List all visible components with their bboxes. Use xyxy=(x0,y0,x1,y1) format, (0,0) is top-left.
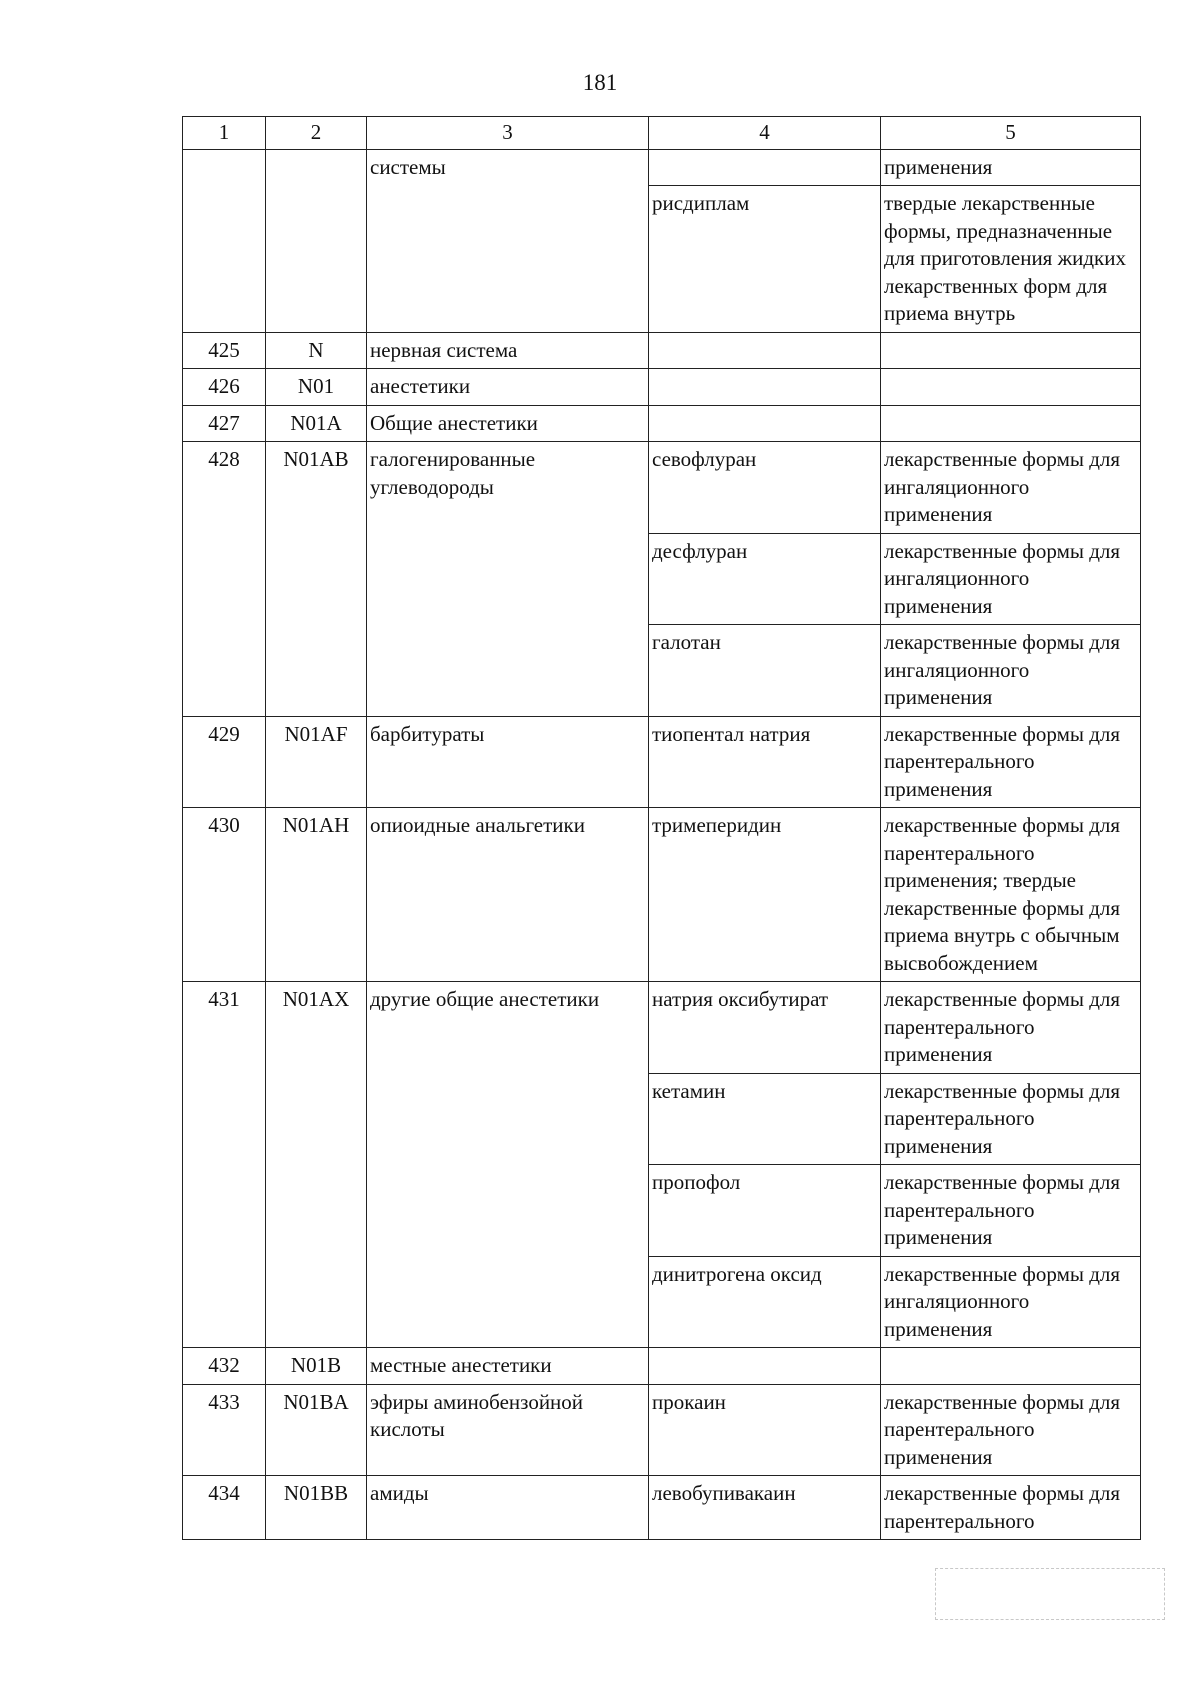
drug-name-cell: галотан xyxy=(649,625,881,717)
drug-name-cell: кетамин xyxy=(649,1073,881,1165)
drug-name-cell: прокаин xyxy=(649,1384,881,1476)
dosage-form-cell: лекарственные формы для ингаляционного применения xyxy=(881,442,1141,534)
table-row xyxy=(183,1476,1141,1540)
dosage-form-cell: применения xyxy=(881,149,1141,186)
row-number-cell: 428 xyxy=(183,442,266,717)
dosage-form-cell: лекарственные формы для парентерального применения xyxy=(881,1165,1141,1257)
atc-code-cell: N01AX xyxy=(266,982,367,1348)
dosage-form-cell xyxy=(881,405,1141,442)
dosage-form-cell xyxy=(881,1348,1141,1385)
drug-name-cell: динитрогена оксид xyxy=(649,1256,881,1348)
page-number: 181 xyxy=(582,70,618,95)
drug-name-cell: тримеперидин xyxy=(649,808,881,982)
row-number-cell: 431 xyxy=(183,982,266,1348)
dosage-form-cell xyxy=(881,369,1141,406)
table-row xyxy=(183,808,1141,982)
row-number-cell: 432 xyxy=(183,1348,266,1385)
row-number-cell: 429 xyxy=(183,716,266,808)
table-row xyxy=(183,442,1141,534)
dosage-form-cell: лекарственные формы для ингаляционного применения xyxy=(881,625,1141,717)
row-number-cell: 430 xyxy=(183,808,266,982)
row-number-cell xyxy=(183,149,266,332)
column-header: 5 xyxy=(881,117,1141,150)
column-header: 1 xyxy=(183,117,266,150)
column-header: 4 xyxy=(649,117,881,150)
group-name-cell: барбитураты xyxy=(367,716,649,808)
drug-name-cell: севофлуран xyxy=(649,442,881,534)
group-name-cell: галогенированные углеводороды xyxy=(367,442,649,717)
atc-code-cell: N01BA xyxy=(266,1384,367,1476)
row-number-cell: 433 xyxy=(183,1384,266,1476)
row-number-cell: 427 xyxy=(183,405,266,442)
table-header-row xyxy=(183,117,1141,150)
table-row xyxy=(183,1348,1141,1385)
group-name-cell: Общие анестетики xyxy=(367,405,649,442)
dosage-form-cell xyxy=(881,332,1141,369)
table-row xyxy=(183,405,1141,442)
table-row xyxy=(183,369,1141,406)
table-row xyxy=(183,716,1141,808)
atc-code-cell xyxy=(266,149,367,332)
drug-name-cell: рисдиплам xyxy=(649,186,881,333)
atc-code-cell: N01AH xyxy=(266,808,367,982)
dosage-form-cell: лекарственные формы для ингаляционного применения xyxy=(881,1256,1141,1348)
drug-name-cell xyxy=(649,332,881,369)
drug-name-cell: левобупивакаин xyxy=(649,1476,881,1540)
atc-code-cell: N01AF xyxy=(266,716,367,808)
table-row xyxy=(183,982,1141,1074)
group-name-cell: опиоидные анальгетики xyxy=(367,808,649,982)
column-header: 3 xyxy=(367,117,649,150)
drug-name-cell: тиопентал натрия xyxy=(649,716,881,808)
atc-code-cell: N01AB xyxy=(266,442,367,717)
drug-name-cell: натрия оксибутират xyxy=(649,982,881,1074)
atc-code-cell: N01A xyxy=(266,405,367,442)
table-row xyxy=(183,1384,1141,1476)
dosage-form-cell: твердые лекарственные формы, предназначенные для приготовления жидких лекарственных форм для приема внутрь xyxy=(881,186,1141,333)
dosage-form-cell: лекарственные формы для парентерального применения xyxy=(881,982,1141,1074)
column-header: 2 xyxy=(266,117,367,150)
drug-name-cell xyxy=(649,369,881,406)
group-name-cell: нервная система xyxy=(367,332,649,369)
row-number-cell: 425 xyxy=(183,332,266,369)
drug-list-table xyxy=(182,116,1141,1540)
group-name-cell: другие общие анестетики xyxy=(367,982,649,1348)
group-name-cell: амиды xyxy=(367,1476,649,1540)
dosage-form-cell: лекарственные формы для парентерального применения xyxy=(881,1384,1141,1476)
group-name-cell: системы xyxy=(367,149,649,332)
drug-name-cell xyxy=(649,1348,881,1385)
drug-name-cell: пропофол xyxy=(649,1165,881,1257)
row-number-cell: 434 xyxy=(183,1476,266,1540)
faint-stamp xyxy=(935,1568,1165,1620)
atc-code-cell: N xyxy=(266,332,367,369)
drug-name-cell: десфлуран xyxy=(649,533,881,625)
dosage-form-cell: лекарственные формы для парентерального применения xyxy=(881,1073,1141,1165)
dosage-form-cell: лекарственные формы для парентерального применения; твердые лекарственные формы для приема внутрь с обычным высвобождением xyxy=(881,808,1141,982)
table-row xyxy=(183,332,1141,369)
dosage-form-cell: лекарственные формы для парентерального применения xyxy=(881,716,1141,808)
dosage-form-cell: лекарственные формы для ингаляционного применения xyxy=(881,533,1141,625)
drug-name-cell xyxy=(649,149,881,186)
group-name-cell: местные анестетики xyxy=(367,1348,649,1385)
atc-code-cell: N01 xyxy=(266,369,367,406)
table-row xyxy=(183,149,1141,186)
drug-name-cell xyxy=(649,405,881,442)
group-name-cell: анестетики xyxy=(367,369,649,406)
dosage-form-cell: лекарственные формы для парентерального xyxy=(881,1476,1141,1540)
row-number-cell: 426 xyxy=(183,369,266,406)
atc-code-cell: N01B xyxy=(266,1348,367,1385)
group-name-cell: эфиры аминобензойной кислоты xyxy=(367,1384,649,1476)
atc-code-cell: N01BB xyxy=(266,1476,367,1540)
